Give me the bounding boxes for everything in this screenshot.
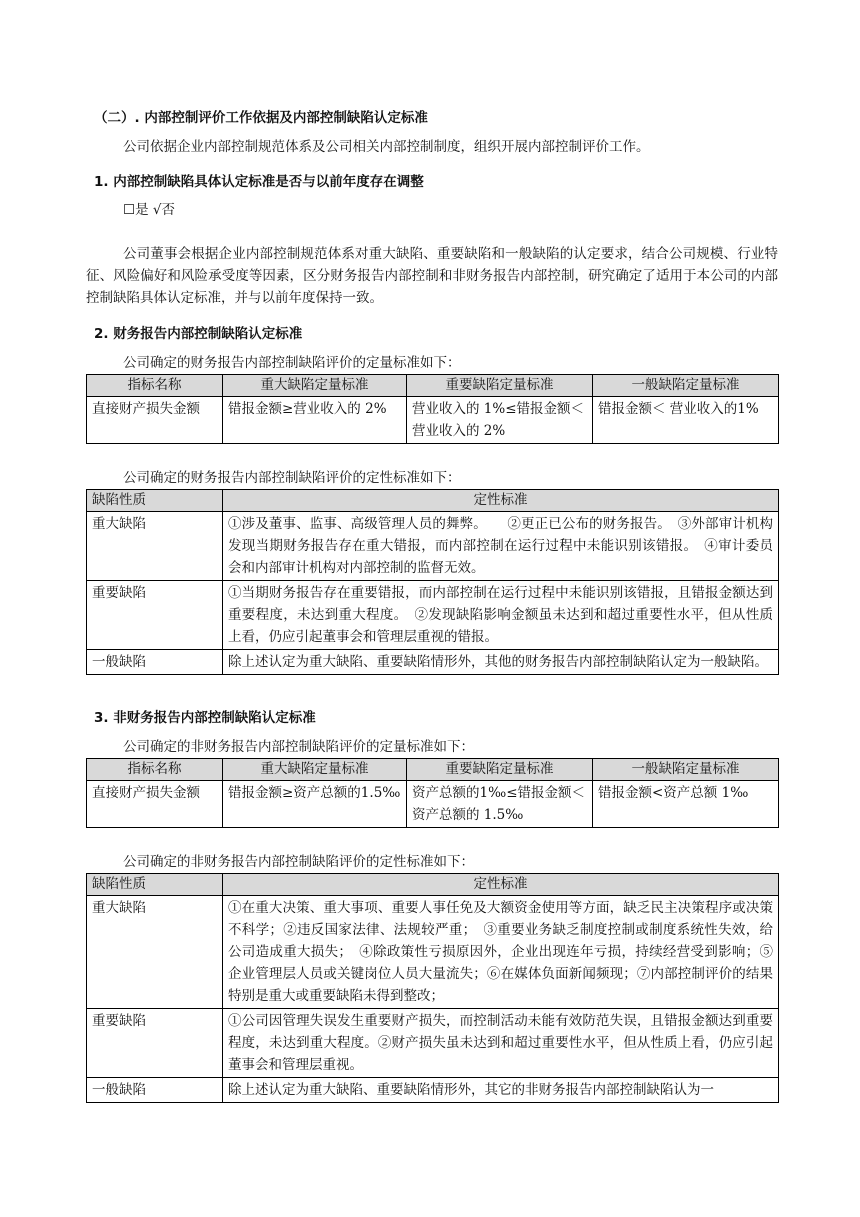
table-header-cell: 一般缺陷定量标准 [593, 375, 779, 397]
table-header-cell: 一般缺陷定量标准 [593, 759, 779, 781]
q2-quant-table [86, 374, 779, 444]
table-row [87, 512, 779, 581]
q3-quant-intro: 公司确定的非财务报告内部控制缺陷评价的定量标准如下： [123, 739, 474, 755]
table-cell: 错报金额<资产总额 1‰ [593, 781, 779, 828]
q3-qual-table [86, 873, 779, 1103]
table-cell: ①当期财务报告存在重要错报，而内部控制在运行过程中未能识别该错报，且错报金额达到重要程度，未达到重大程度。 ②发现缺陷影响金额虽未达到和超过重要性水平，但从性质上看，仍应引起董事会和管理层重视的错报。 [223, 581, 779, 650]
table-row [87, 896, 779, 1009]
q3-qual-intro: 公司确定的非财务报告内部控制缺陷评价的定性标准如下： [123, 854, 474, 870]
table-header-cell: 定性标准 [223, 874, 779, 896]
table-header-cell: 缺陷性质 [87, 874, 223, 896]
table-header-cell: 重要缺陷定量标准 [407, 375, 593, 397]
table-cell: 重要缺陷 [87, 581, 223, 650]
table-cell: 一般缺陷 [87, 1078, 223, 1103]
table-row [87, 397, 779, 444]
table-header-cell: 重要缺陷定量标准 [407, 759, 593, 781]
table-row [87, 650, 779, 675]
table-cell: ①涉及董事、监事、高级管理人员的舞弊。 ②更正已公布的财务报告。 ③外部审计机构发现当期财务报告存在重大错报，而内部控制在运行过程中未能识别该错报。 ④审计委员会和内部审计机构对内部控制的监督无效。 [223, 512, 779, 581]
table-cell: 除上述认定为重大缺陷、重要缺陷情形外，其他的财务报告内部控制缺陷认定为一般缺陷。 [223, 650, 779, 675]
table-header-cell: 指标名称 [87, 759, 223, 781]
section-intro: 公司依据企业内部控制规范体系及公司相关内部控制制度，组织开展内部控制评价工作。 [123, 139, 650, 155]
table-cell: 重大缺陷 [87, 896, 223, 1009]
q2-heading: 2. 财务报告内部控制缺陷认定标准 [94, 326, 303, 342]
table-cell: ①公司因管理失误发生重要财产损失，而控制活动未能有效防范失误，且错报金额达到重要程度，未达到重大程度。②财产损失虽未达到和超过重要性水平，但从性质上看，仍应引起董事会和管理层重视。 [223, 1009, 779, 1078]
table-header-cell: 指标名称 [87, 375, 223, 397]
table-cell: ①在重大决策、重大事项、重要人事任免及大额资金使用等方面，缺乏民主决策程序或决策不科学；②违反国家法律、法规较严重； ③重要业务缺乏制度控制或制度系统性失效，给公司造成重大损失； ④除政策性亏损原因外，企业出现连年亏损，持续经营受到影响；⑤企业管理层人员或关键岗位人员大量流失；⑥在媒体负面新闻频现；⑦内部控制评价的结果特别是重大或重要缺陷未得到整改； [223, 896, 779, 1009]
table-cell: 重大缺陷 [87, 512, 223, 581]
q1-body: 公司董事会根据企业内部控制规范体系对重大缺陷、重要缺陷和一般缺陷的认定要求，结合公司规模、行业特征、风险偏好和风险承受度等因素，区分财务报告内部控制和非财务报告内部控制，研究确定了适用于本公司的内部控制缺陷具体认定标准，并与以前年度保持一致。 [86, 246, 778, 306]
table-cell: 错报金额＜ 营业收入的1% [593, 397, 779, 444]
table-header-row [87, 490, 779, 512]
q3-quant-table [86, 758, 779, 828]
q2-qual-intro: 公司确定的财务报告内部控制缺陷评价的定性标准如下： [123, 470, 461, 486]
table-header-row [87, 375, 779, 397]
table-row [87, 781, 779, 828]
table-row [87, 581, 779, 650]
table-header-cell: 重大缺陷定量标准 [223, 759, 407, 781]
table-header-row [87, 759, 779, 781]
q2-quant-intro: 公司确定的财务报告内部控制缺陷评价的定量标准如下： [123, 355, 461, 371]
table-row [87, 1078, 779, 1103]
section-heading: （二）. 内部控制评价工作依据及内部控制缺陷认定标准 [94, 110, 428, 126]
table-cell: 资产总额的1‰≤错报金额＜资产总额的 1.5‰ [407, 781, 593, 828]
table-header-cell: 重大缺陷定量标准 [223, 375, 407, 397]
q3-heading: 3. 非财务报告内部控制缺陷认定标准 [94, 710, 316, 726]
table-cell: 错报金额≥营业收入的 2% [223, 397, 407, 444]
table-header-cell: 定性标准 [223, 490, 779, 512]
table-cell: 重要缺陷 [87, 1009, 223, 1078]
table-cell: 一般缺陷 [87, 650, 223, 675]
table-header-row [87, 874, 779, 896]
q1-heading: 1. 内部控制缺陷具体认定标准是否与以前年度存在调整 [94, 174, 424, 190]
q2-qual-table [86, 489, 779, 675]
table-row [87, 1009, 779, 1078]
table-cell: 除上述认定为重大缺陷、重要缺陷情形外，其它的非财务报告内部控制缺陷认为一 [223, 1078, 779, 1103]
q1-options: ☐是 √否 [123, 202, 175, 218]
table-cell: 营业收入的 1%≤错报金额＜营业收入的 2% [407, 397, 593, 444]
table-header-cell: 缺陷性质 [87, 490, 223, 512]
table-cell: 直接财产损失金额 [87, 397, 223, 444]
table-cell: 错报金额≥资产总额的1.5‰ [223, 781, 407, 828]
table-cell: 直接财产损失金额 [87, 781, 223, 828]
